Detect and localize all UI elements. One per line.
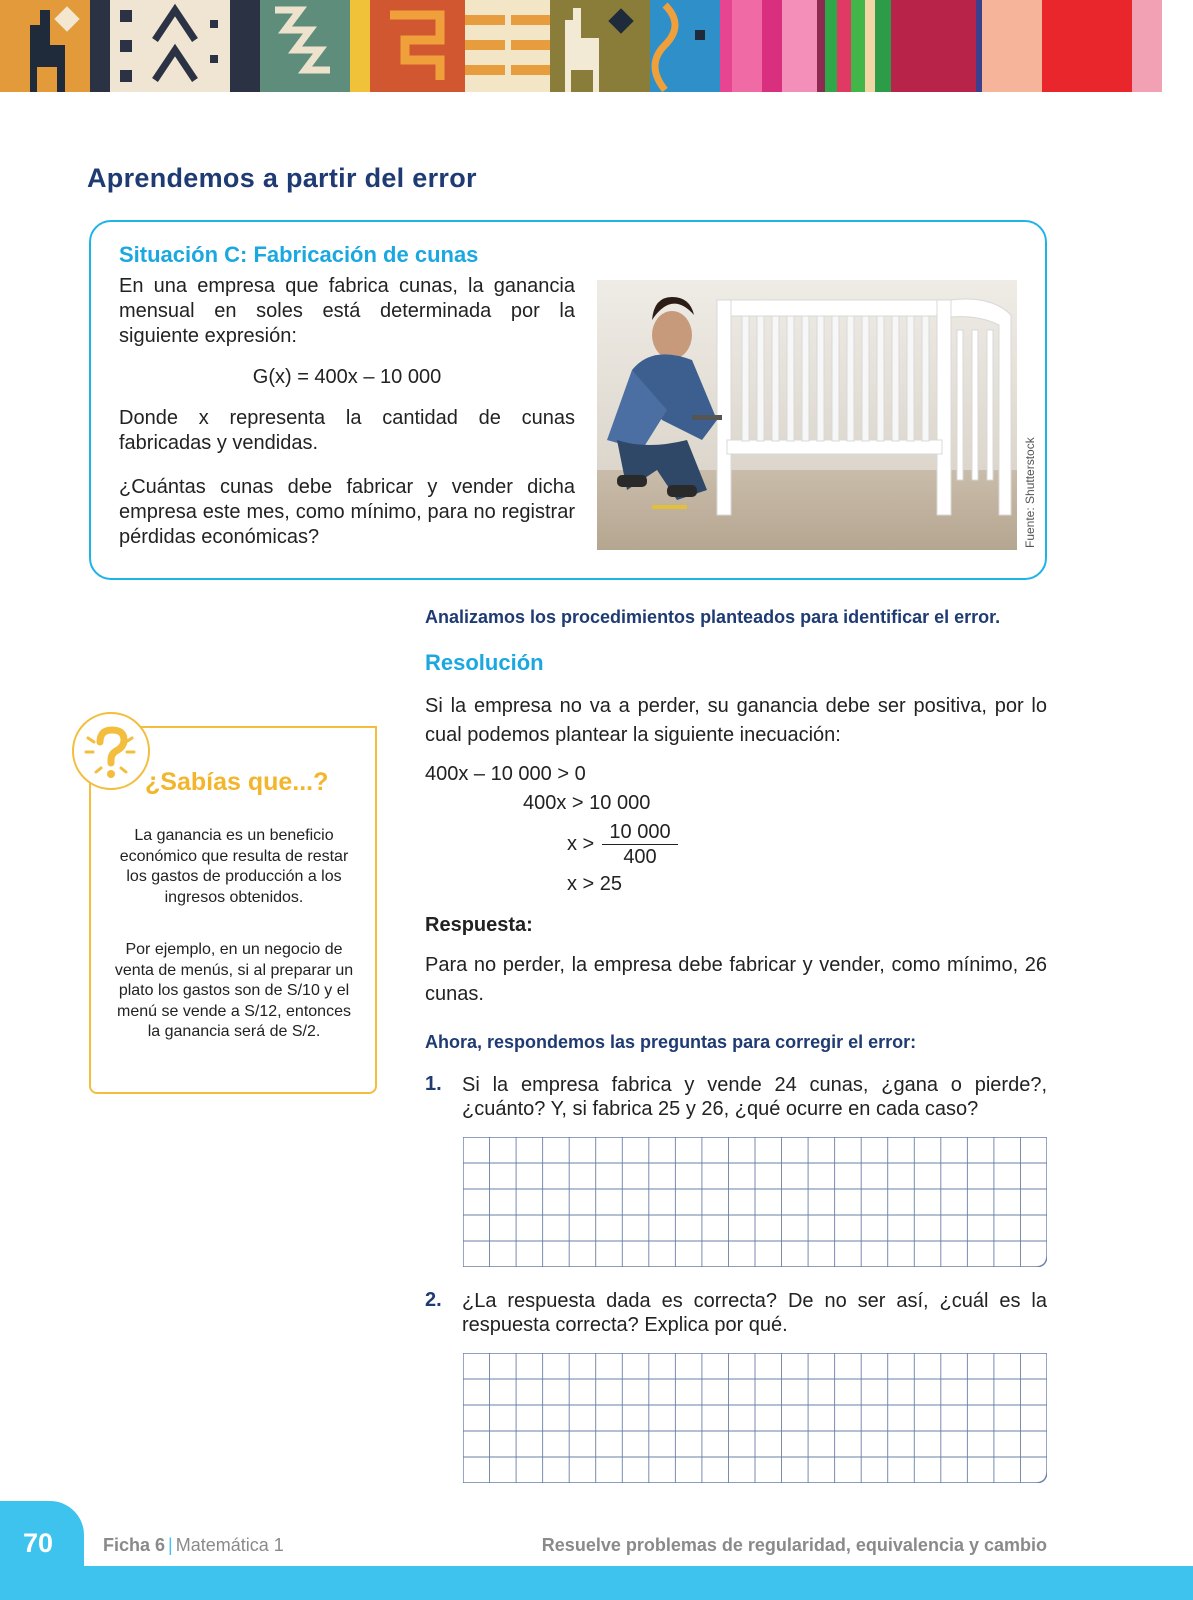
banner-stripe (865, 0, 875, 92)
answer-text: Para no perder, la empresa debe fabricar y vender, como mínimo, 26 cunas. (425, 954, 1047, 1005)
situation-question: ¿Cuántas cunas debe fabricar y vender dicha empresa este mes, como mínimo, para no registrar pérdidas económicas? (119, 476, 575, 548)
resolution-text: Si la empresa no va a perder, su ganancia debe ser positiva, por lo cual podemos plantear la siguiente inecuación: (425, 695, 1047, 746)
banner-steps-pattern (465, 0, 550, 92)
did-you-know-title: ¿Sabías que...? (145, 768, 329, 796)
banner-stripe (1132, 0, 1162, 92)
question-number: 2. (425, 1289, 442, 1311)
inequality-step: x > 25 (567, 873, 623, 895)
banner-stripe (230, 0, 260, 92)
footer-competency: Resuelve problemas de regularidad, equivalencia y cambio (541, 1535, 1047, 1555)
banner-alpaca-pattern (550, 0, 650, 92)
banner-stripe (982, 0, 1042, 92)
question-text: Si la empresa fabrica y vende 24 cunas, ¿gana o pierde?, ¿cuánto? Y, si fabrica 25 y 26, ¿qué ocurre en cada caso? (462, 1074, 1047, 1120)
footer-ficha (103, 1535, 284, 1556)
decorative-textile-banner (0, 0, 1193, 92)
ficha-label: Ficha 6 (103, 1535, 166, 1555)
banner-geometric-pattern (110, 0, 230, 92)
page-title: Aprendemos a partir del error (87, 163, 477, 193)
banner-stripe (875, 0, 891, 92)
situation-title: Situación C: Fabricación de cunas (119, 242, 479, 267)
situation-paragraph: En una empresa que fabrica cunas, la ganancia mensual en soles está determinada por la siguiente expresión: (119, 275, 575, 347)
inequality-step: 400x – 10 000 > 0 (425, 763, 586, 785)
answer-label: Respuesta: (425, 914, 533, 936)
banner-stripe (1042, 0, 1132, 92)
banner-stripe (782, 0, 817, 92)
photo-credit: Fuente: Shutterstock (1023, 437, 1037, 548)
page-number: 70 (22, 1528, 54, 1558)
banner-wave-pattern (650, 0, 720, 92)
profit-formula: G(x) = 400x – 10 000 (252, 366, 442, 388)
banner-stripe (851, 0, 865, 92)
questions-intro: Ahora, respondemos las preguntas para corregir el error: (425, 1032, 917, 1052)
banner-stripe (817, 0, 825, 92)
situation-box (89, 220, 1047, 580)
resolution-heading: Resolución (425, 650, 544, 675)
question-mark-icon (72, 712, 150, 790)
fraction-numerator: 10 000 (602, 820, 678, 845)
fraction-denominator: 400 (623, 846, 657, 868)
inequality-fraction (602, 820, 678, 869)
footer-bar (0, 1566, 1193, 1600)
banner-llama-pattern (0, 0, 110, 92)
banner-stripe (825, 0, 837, 92)
question-number: 1. (425, 1073, 442, 1095)
banner-zigzag-pattern (260, 0, 350, 92)
inequality-step: 400x > 10 000 (523, 792, 651, 814)
banner-stripe (762, 0, 782, 92)
did-you-know-paragraph: La ganancia es un beneficio económico que resulta de restar los gastos de producción a los ingresos obtenidos. (119, 827, 349, 906)
footer-separator: | (168, 1535, 173, 1555)
did-you-know-paragraph: Por ejemplo, en un negocio de venta de menús, si al preparar un plato los gastos son de S/10 y el menú se vende a S/12, entonces la ganancia será de S/2. (114, 941, 354, 1040)
banner-stripe (837, 0, 851, 92)
situation-paragraph: Donde x representa la cantidad de cunas fabricadas y vendidas. (119, 407, 575, 454)
banner-stripe (720, 0, 732, 92)
subject-label: Matemática 1 (175, 1535, 284, 1555)
banner-stripe (732, 0, 762, 92)
crib-assembly-photo (597, 280, 1017, 550)
banner-spiral-pattern (370, 0, 465, 92)
answer-grid[interactable] (463, 1137, 1047, 1267)
banner-stripe (1162, 0, 1193, 92)
inequality-step: x > (567, 833, 595, 855)
question-text: ¿La respuesta dada es correcta? De no ser así, ¿cuál es la respuesta correcta? Explica por qué. (462, 1290, 1047, 1336)
banner-stripe (350, 0, 370, 92)
answer-grid[interactable] (463, 1353, 1047, 1483)
banner-stripe (891, 0, 976, 92)
analysis-instruction: Analizamos los procedimientos planteados para identificar el error. (425, 607, 1001, 627)
